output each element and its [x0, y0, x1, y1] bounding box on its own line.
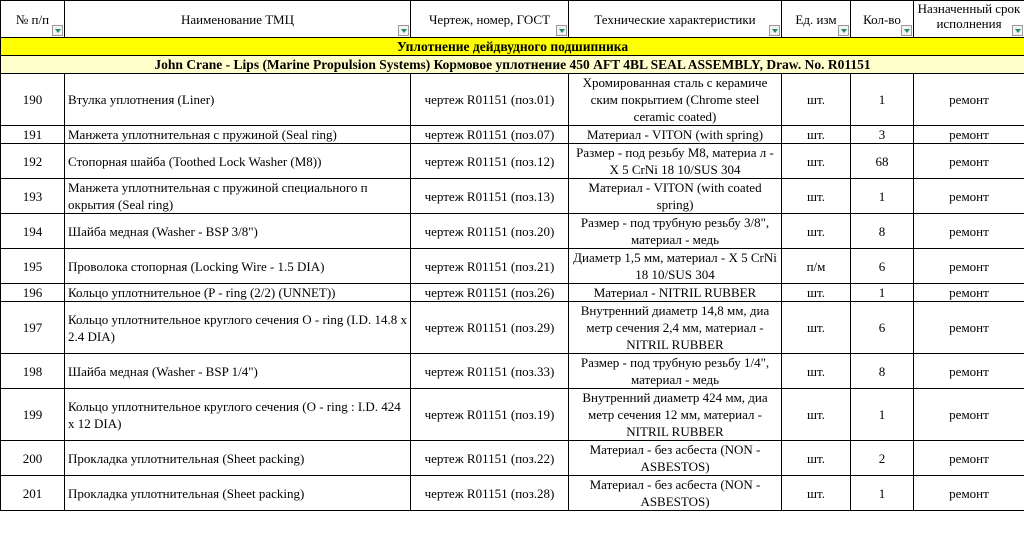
cell-num[interactable]: 190	[1, 74, 65, 126]
cell-name[interactable]: Шайба медная (Washer - BSP 1/4")	[65, 354, 411, 389]
cell-drawing[interactable]: чертеж R01151 (поз.20)	[411, 214, 569, 249]
cell-num[interactable]: 198	[1, 354, 65, 389]
cell-drawing[interactable]: чертеж R01151 (поз.12)	[411, 144, 569, 179]
table-row	[1, 126, 1024, 144]
cell-drawing[interactable]: чертеж R01151 (поз.07)	[411, 126, 569, 144]
cell-unit[interactable]: шт.	[782, 302, 851, 354]
header-qty-label: Кол-во	[863, 11, 901, 27]
cell-qty[interactable]: 6	[851, 302, 914, 354]
table-row	[1, 144, 1024, 179]
cell-name[interactable]: Прокладка уплотнительная (Sheet packing)	[65, 476, 411, 511]
cell-num[interactable]: 194	[1, 214, 65, 249]
cell-num[interactable]: 193	[1, 179, 65, 214]
cell-drawing[interactable]: чертеж R01151 (поз.33)	[411, 354, 569, 389]
cell-tech[interactable]: Внутренний диаметр 14,8 мм, диа метр сечения 2,4 мм, материал - NITRIL RUBBER	[569, 302, 782, 354]
cell-num[interactable]: 196	[1, 284, 65, 302]
cell-qty[interactable]: 1	[851, 284, 914, 302]
cell-drawing[interactable]: чертеж R01151 (поз.21)	[411, 249, 569, 284]
cell-name[interactable]: Кольцо уплотнительное круглого сечения O - ring (I.D. 14.8 x 2.4 DIA)	[65, 302, 411, 354]
cell-unit[interactable]: шт.	[782, 74, 851, 126]
header-drawing-label: Чертеж, номер, ГОСТ	[428, 11, 551, 27]
cell-unit[interactable]: шт.	[782, 476, 851, 511]
cell-num[interactable]: 191	[1, 126, 65, 144]
cell-unit[interactable]: шт.	[782, 389, 851, 441]
table-row	[1, 302, 1024, 354]
cell-name[interactable]: Кольцо уплотнительное круглого сечения (O - ring : I.D. 424 x 12 DIA)	[65, 389, 411, 441]
header-cell-name	[65, 1, 411, 38]
cell-name[interactable]: Стопорная шайба (Toothed Lock Washer (M8))	[65, 144, 411, 179]
table-row	[1, 441, 1024, 476]
cell-tech[interactable]: Хромированная сталь с керамиче ским покрытием (Chrome steel ceramic coated)	[569, 74, 782, 126]
filter-dropdown-icon[interactable]	[769, 25, 780, 36]
header-name-label: Наименование ТМЦ	[181, 11, 294, 27]
cell-unit[interactable]: шт.	[782, 284, 851, 302]
cell-purpose[interactable]: ремонт	[914, 74, 1024, 126]
cell-drawing[interactable]: чертеж R01151 (поз.26)	[411, 284, 569, 302]
cell-tech[interactable]: Размер - под резьбу M8, материа л - X 5 CrNi 18 10/SUS 304	[569, 144, 782, 179]
header-row	[1, 1, 1024, 38]
cell-qty[interactable]: 2	[851, 441, 914, 476]
filter-dropdown-icon[interactable]	[398, 25, 409, 36]
header-cell-tech	[569, 1, 782, 38]
cell-purpose[interactable]: ремонт	[914, 126, 1024, 144]
table-row	[1, 354, 1024, 389]
filter-dropdown-icon[interactable]	[556, 25, 567, 36]
header-cell-drawing	[411, 1, 569, 38]
table-row	[1, 284, 1024, 302]
header-cell-purpose	[914, 1, 1024, 38]
header-cell-qty	[851, 1, 914, 38]
cell-name[interactable]: Прокладка уплотнительная (Sheet packing)	[65, 441, 411, 476]
section-title[interactable]: Уплотнение дейдвудного подшипника	[1, 38, 1024, 56]
cell-tech[interactable]: Материал - VITON (with coated spring)	[569, 179, 782, 214]
cell-tech[interactable]: Внутренний диаметр 424 мм, диа метр сечения 12 мм, материал - NITRIL RUBBER	[569, 389, 782, 441]
cell-tech[interactable]: Материал - без асбеста (NON - ASBESTOS)	[569, 441, 782, 476]
header-num-label: № п/п	[15, 11, 50, 27]
filter-dropdown-icon[interactable]	[52, 25, 63, 36]
cell-name[interactable]: Проволока стопорная (Locking Wire - 1.5 DIA)	[65, 249, 411, 284]
cell-purpose[interactable]: ремонт	[914, 476, 1024, 511]
cell-purpose[interactable]: ремонт	[914, 214, 1024, 249]
cell-purpose[interactable]: ремонт	[914, 354, 1024, 389]
header-unit-label: Ед. изм	[795, 11, 837, 27]
header-cell-num	[1, 1, 65, 38]
cell-unit[interactable]: шт.	[782, 441, 851, 476]
table-row	[1, 476, 1024, 511]
table-row	[1, 389, 1024, 441]
table-row	[1, 179, 1024, 214]
header-cell-unit	[782, 1, 851, 38]
cell-tech[interactable]: Материал - NITRIL RUBBER	[569, 284, 782, 302]
cell-num[interactable]: 199	[1, 389, 65, 441]
cell-purpose[interactable]: ремонт	[914, 144, 1024, 179]
cell-drawing[interactable]: чертеж R01151 (поз.29)	[411, 302, 569, 354]
cell-qty[interactable]: 8	[851, 354, 914, 389]
filter-dropdown-icon[interactable]	[838, 25, 849, 36]
cell-qty[interactable]: 1	[851, 389, 914, 441]
cell-qty[interactable]: 1	[851, 74, 914, 126]
subsection-row	[1, 56, 1024, 74]
cell-tech[interactable]: Материал - без асбеста (NON - ASBESTOS)	[569, 476, 782, 511]
cell-unit[interactable]: шт.	[782, 179, 851, 214]
subsection-title[interactable]: John Crane - Lips (Marine Propulsion Systems) Кормовое уплотнение 450 AFT 4BL SEAL ASSEMBLY, Draw. No. R01151	[1, 56, 1024, 74]
cell-drawing[interactable]: чертеж R01151 (поз.19)	[411, 389, 569, 441]
filter-dropdown-icon[interactable]	[901, 25, 912, 36]
table-row	[1, 249, 1024, 284]
filter-dropdown-icon[interactable]	[1012, 25, 1023, 36]
cell-purpose[interactable]: ремонт	[914, 284, 1024, 302]
cell-purpose[interactable]: ремонт	[914, 302, 1024, 354]
cell-drawing[interactable]: чертеж R01151 (поз.13)	[411, 179, 569, 214]
cell-qty[interactable]: 1	[851, 179, 914, 214]
table-row	[1, 74, 1024, 126]
cell-purpose[interactable]: ремонт	[914, 441, 1024, 476]
cell-qty[interactable]: 8	[851, 214, 914, 249]
cell-tech[interactable]: Материал - VITON (with spring)	[569, 126, 782, 144]
cell-qty[interactable]: 3	[851, 126, 914, 144]
cell-num[interactable]: 192	[1, 144, 65, 179]
cell-num[interactable]: 195	[1, 249, 65, 284]
cell-tech[interactable]: Диаметр 1,5 мм, материал - X 5 CrNi 18 10/SUS 304	[569, 249, 782, 284]
cell-name[interactable]: Втулка уплотнения (Liner)	[65, 74, 411, 126]
cell-qty[interactable]: 6	[851, 249, 914, 284]
cell-drawing[interactable]: чертеж R01151 (поз.28)	[411, 476, 569, 511]
cell-unit[interactable]: шт.	[782, 214, 851, 249]
cell-tech[interactable]: Размер - под трубную резьбу 3/8", материал - медь	[569, 214, 782, 249]
cell-purpose[interactable]: ремонт	[914, 249, 1024, 284]
cell-name[interactable]: Шайба медная (Washer - BSP 3/8")	[65, 214, 411, 249]
cell-num[interactable]: 201	[1, 476, 65, 511]
header-purpose-label: Назначенный срок исполнения	[917, 1, 1021, 31]
cell-unit[interactable]: п/м	[782, 249, 851, 284]
cell-name[interactable]: Манжета уплотнительная с пружиной специального п окрытия (Seal ring)	[65, 179, 411, 214]
cell-name[interactable]: Кольцо уплотнительное (P - ring (2/2) (UNNET))	[65, 284, 411, 302]
cell-unit[interactable]: шт.	[782, 144, 851, 179]
cell-purpose[interactable]: ремонт	[914, 389, 1024, 441]
cell-tech[interactable]: Размер - под трубную резьбу 1/4", материал - медь	[569, 354, 782, 389]
cell-drawing[interactable]: чертеж R01151 (поз.01)	[411, 74, 569, 126]
cell-num[interactable]: 200	[1, 441, 65, 476]
cell-num[interactable]: 197	[1, 302, 65, 354]
cell-qty[interactable]: 68	[851, 144, 914, 179]
table-row	[1, 214, 1024, 249]
cell-purpose[interactable]: ремонт	[914, 179, 1024, 214]
cell-unit[interactable]: шт.	[782, 354, 851, 389]
cell-name[interactable]: Манжета уплотнительная с пружиной (Seal ring)	[65, 126, 411, 144]
section-row	[1, 38, 1024, 56]
cell-unit[interactable]: шт.	[782, 126, 851, 144]
header-tech-label: Технические характеристики	[594, 11, 756, 27]
cell-qty[interactable]: 1	[851, 476, 914, 511]
cell-drawing[interactable]: чертеж R01151 (поз.22)	[411, 441, 569, 476]
